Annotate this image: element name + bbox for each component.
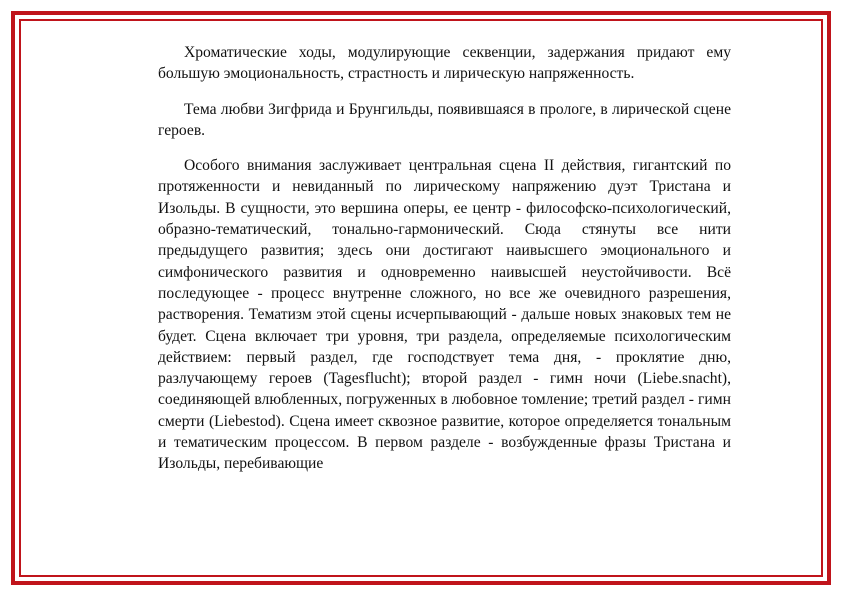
body-text — [158, 42, 731, 475]
paragraph-3: Особого внимания заслуживает центральная сцена II действия, гигантский по протяженности и невиданный по лирическому напряжению дуэт Тристана и Изольды. В сущности, это вершина оперы, ее центр - философско-психологический, образно-тематический, тонально-гармонический. Сюда стянуты все нити предыдущего развития; здесь они достигают наивысшего эмоционального и симфонического развития и одновременно наивысшей неустойчивости. Всё последующее - процесс внутренне сложного, но все же очевидного разрешения, растворения. Тематизм этой сцены исчерпывающий - дальше новых знаковых тем не будет. Сцена включает три уровня, три раздела, определяемые психологическим действием: первый раздел, где господствует тема дня, - проклятие дню, разлучающему героев (Tagesflucht); второй раздел - гимн ночи (Liebe.snacht), соединяющей влюбленных, погруженных в любовное томление; третий раздел - гимн смерти (Liebestod). Сцена имеет сквозное развитие, которое определяется тональным и тематическим процессом. В первом разделе - возбужденные фразы Тристана и Изольды, перебивающие — [158, 157, 731, 473]
paragraph-2: Тема любви Зигфрида и Брунгильды, появившаяся в прологе, в лирической сцене героев. — [158, 100, 731, 139]
paragraph-1: Хроматические ходы, модулирующие секвенции, задержания придают ему большую эмоциональность, страстность и лирическую напряженность. — [158, 44, 731, 83]
